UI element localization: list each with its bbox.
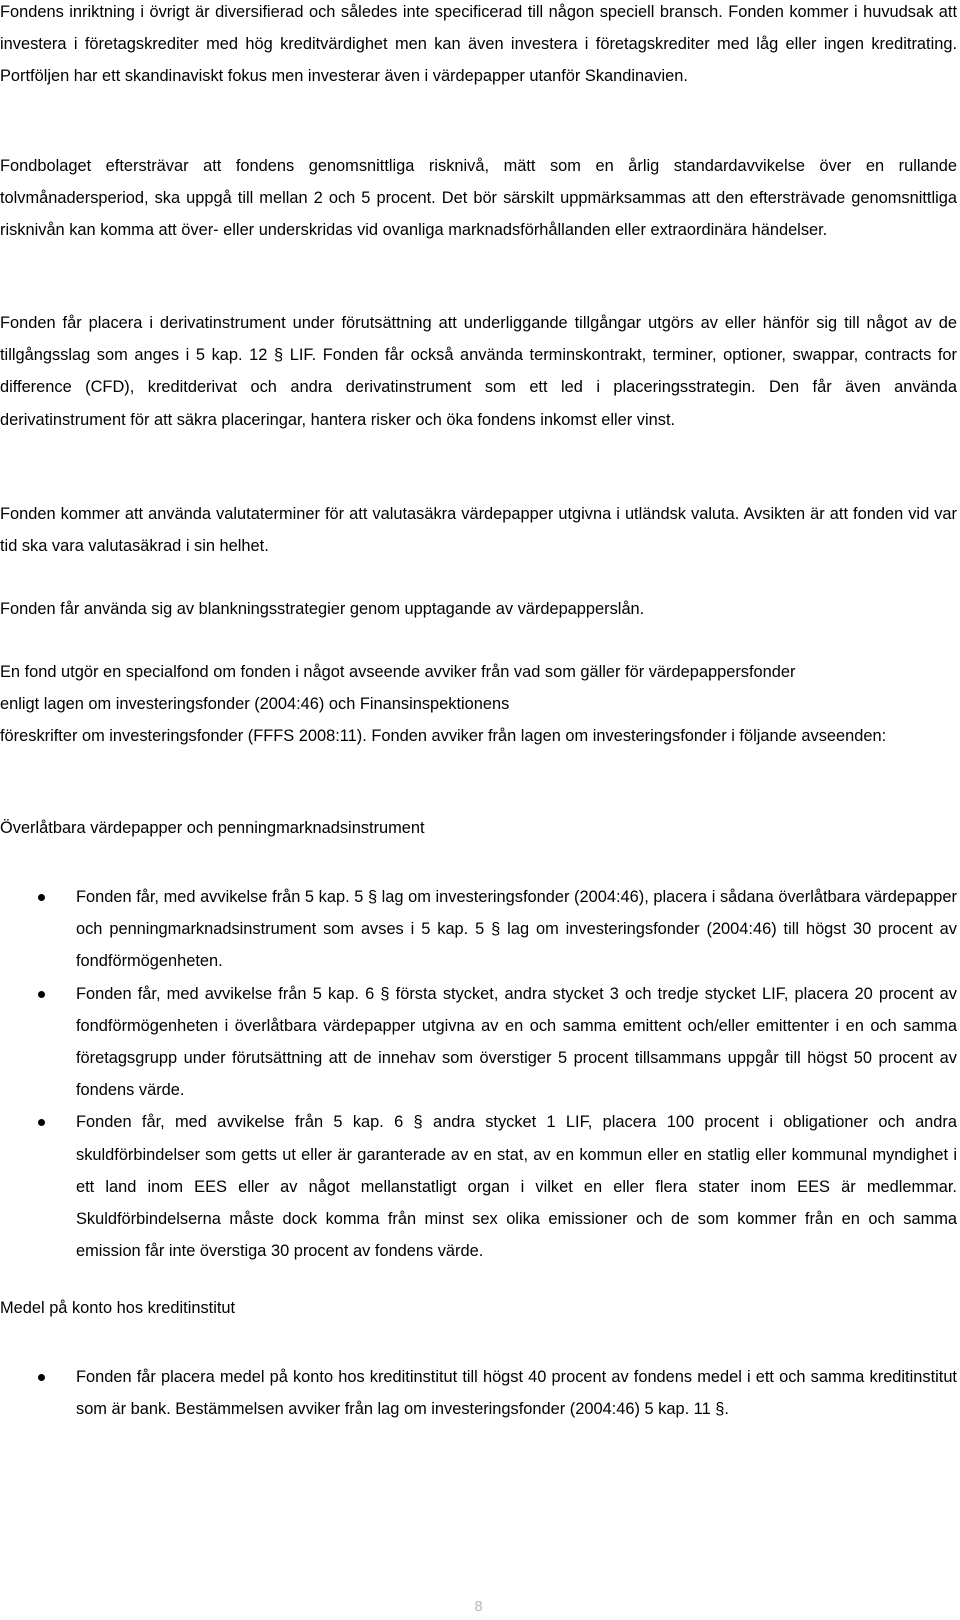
list-item-text: Fonden får, med avvikelse från 5 kap. 6 § andra stycket 1 LIF, placera 100 procent i obligationer och andra skuldförbindelser som getts ut eller är garanterade av en stat, av en kommun eller en statlig eller kommunal myndighet i ett land inom EES eller av något mellanstatligt organ i vilket en eller flera stater inom EES är medlemmar. Skuldförbindelserna måste dock komma från minst sex olika emissioner och de som kommer från en och samma emission får inte överstiga 30 procent av fondens värde. — [76, 1113, 957, 1261]
section-heading-transferable-securities: Överlåtbara värdepapper och penningmarknadsinstrument — [0, 819, 425, 837]
special-fund-line-2: enligt lagen om investeringsfonder (2004:46) och Finansinspektionens — [0, 695, 510, 714]
paragraph-fund-orientation: Fondens inriktning i övrigt är diversifierad och således inte specificerad till någon speciell bransch. Fonden kommer i huvudsak att investera i företagskrediter med hög kreditvärdighet men kan även investera i företagskrediter med låg eller ingen kreditrating. Portföljen har ett skandinaviskt fokus men investerar även i värdepapper utanför Skandinavien. — [0, 3, 957, 86]
paragraph-currency-hedging: Fonden kommer att använda valutaterminer för att valutasäkra värdepapper utgivna i utländsk valuta. Avsikten är att fonden vid var tid ska vara valutasäkrad i sin helhet. — [0, 505, 957, 556]
list-item — [0, 1106, 957, 1267]
list-item-text: Fonden får placera medel på konto hos kreditinstitut till högst 40 procent av fondens medel i ett och samma kreditinstitut som är bank. Bestämmelsen avviker från lag om investeringsfonder (2004:46) 5 kap. 11 §. — [76, 1368, 957, 1419]
bullet-icon — [38, 1374, 45, 1381]
bullet-list-bank-accounts — [0, 1361, 957, 1425]
list-item — [0, 881, 957, 978]
list-item-text: Fonden får, med avvikelse från 5 kap. 5 § lag om investeringsfonder (2004:46), placera i sådana överlåtbara värdepapper och penningmarknadsinstrument som avses i 5 kap. 5 § lag om investeringsfonder (2004:46) till högst 30 procent av fondförmögenheten. — [76, 888, 957, 971]
bullet-icon — [38, 991, 45, 998]
list-item — [0, 978, 957, 1107]
special-fund-rest: föreskrifter om investeringsfonder (FFFS 2008:11). Fonden avviker från lagen om investeringsfonder i följande avseenden: — [0, 727, 887, 746]
section-heading-bank-accounts: Medel på konto hos kreditinstitut — [0, 1299, 236, 1317]
special-fund-line-1: En fond utgör en specialfond om fonden i något avseende avviker från vad som gäller för värdepappersfonder — [0, 663, 796, 681]
paragraph-special-fund — [0, 656, 957, 753]
paragraph-short-selling: Fonden får använda sig av blankningsstrategier genom upptagande av värdepapperslån. — [0, 600, 645, 618]
list-item-text: Fonden får, med avvikelse från 5 kap. 6 § första stycket, andra stycket 3 och tredje stycket LIF, placera 20 procent av fondförmögenheten i överlåtbara värdepapper utgivna av en och samma emittent och/eller emittenter i en och samma företagsgrupp under förutsättning att de innehav som överstiger 5 procent tillsammans uppgår till högst 50 procent av fondens värde. — [76, 984, 957, 1100]
bullet-icon — [38, 1119, 45, 1126]
paragraph-derivatives: Fonden får placera i derivatinstrument under förutsättning att underliggande tillgångar utgörs av eller hänför sig till något av de tillgångsslag som anges i 5 kap. 12 § LIF. Fonden får också använda terminskontrakt, terminer, optioner, swappar, contracts for difference (CFD), kreditderivat och andra derivatinstrument som ett led i placeringsstrategin. Den får även använda derivatinstrument för att säkra placeringar, hantera risker och öka fondens inkomst eller vinst. — [0, 314, 957, 429]
bullet-icon — [38, 894, 45, 901]
paragraph-risk-level: Fondbolaget eftersträvar att fondens genomsnittliga risknivå, mätt som en årlig standardavvikelse över en rullande tolvmånadersperiod, ska uppgå till mellan 2 och 5 procent. Det bör särskilt uppmärksammas att den eftersträvade genomsnittliga risknivån kan komma att över- eller underskridas vid ovanliga marknadsförhållanden eller extraordinära händelser. — [0, 157, 957, 240]
list-item — [0, 1361, 957, 1425]
bullet-list-transferable-securities — [0, 881, 957, 1267]
page-number: 8 — [474, 1598, 483, 1615]
